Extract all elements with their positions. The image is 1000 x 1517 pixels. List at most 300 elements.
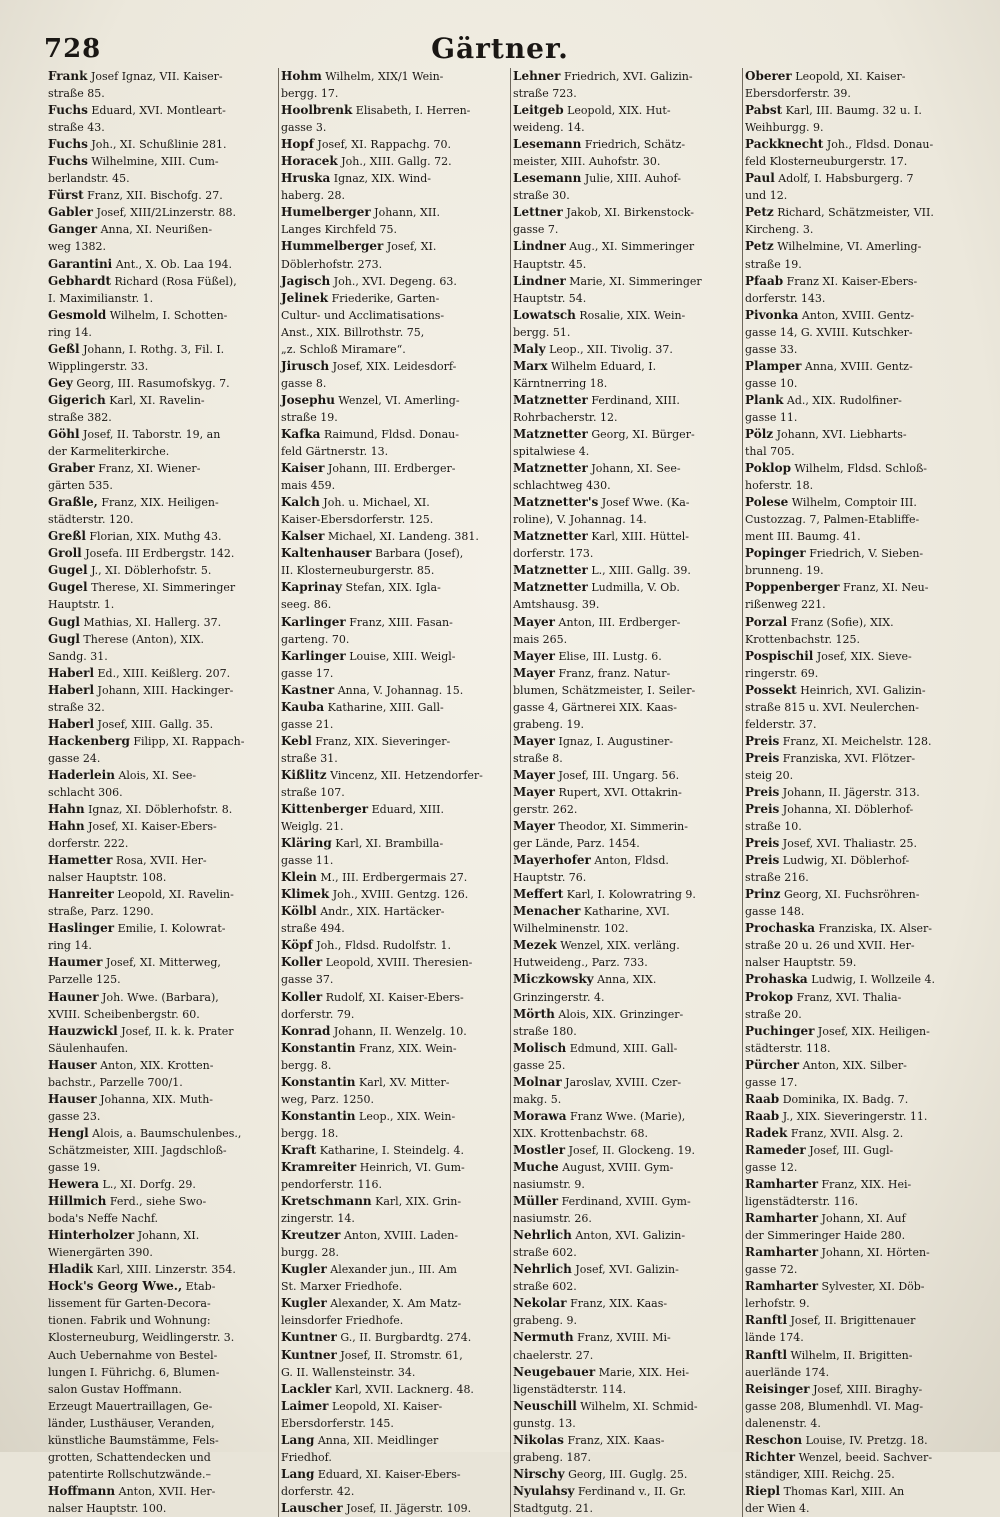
entry-line [745,136,970,153]
entry-text: Friederike, Garten- [331,291,440,305]
entry-text: künstliche Baumstämme, Fels- [48,1433,219,1447]
entry-line [281,341,506,358]
entry-line [48,426,274,443]
directory-entry [745,1108,970,1125]
entry-line [48,1057,274,1074]
entry-text: zingerstr. 14. [281,1212,355,1226]
entry-line [48,1364,274,1381]
entry-line [745,1244,970,1261]
entry-text: Andr., XIX. Hartäcker- [320,905,445,919]
entry-name: Mayer [513,614,555,629]
entry-name: Hametter [48,853,113,868]
directory-entry [745,1278,970,1312]
entry-line [745,1312,970,1329]
entry-text: Josef, XIX. Sieve- [816,649,912,663]
directory-entry [745,1244,970,1278]
entry-line [48,1040,274,1057]
entry-line [513,1210,738,1227]
entry-line [48,477,274,494]
entry-line [48,1176,274,1193]
entry-name: Lehner [513,69,561,83]
entry-name: Pölz [745,426,774,441]
directory-entry [48,614,274,631]
directory-entry [745,1176,970,1210]
directory-entry [281,614,506,648]
directory-entry [745,1091,970,1108]
entry-text: XIX. Krottenbachstr. 68. [513,1126,648,1140]
directory-entry [281,204,506,238]
entry-name: Kretschmann [281,1194,372,1209]
entry-line [48,341,274,358]
directory-entry [513,307,738,341]
entry-text: gasse 21. [281,717,334,731]
directory-entry [48,307,274,341]
entry-text: Klosterneuburg, Weidlingerstr. 3. [48,1331,235,1345]
entry-line [513,1295,738,1312]
directory-entry [745,238,970,272]
entry-text: rißenweg 221. [745,598,826,612]
entry-text: Wenzel, VI. Amerling- [338,393,460,407]
directory-entry [48,989,274,1023]
entry-line [48,562,274,579]
entry-name: Leitgeb [513,103,564,118]
directory-entry [281,835,506,869]
entry-text: gasse 148. [745,905,805,919]
entry-line [281,699,506,716]
entry-text: Custozzag. 7, Palmen-Etabliffe- [745,513,920,527]
entry-text: Eduard, XVI. Montleart- [91,104,226,118]
entry-text: schlacht 306. [48,785,123,799]
entry-line [48,443,274,460]
directory-entry [513,1108,738,1142]
entry-line [48,545,274,562]
entry-text: Grinzingerstr. 4. [513,990,605,1004]
entry-line [745,221,970,238]
entry-line [281,1040,506,1057]
entry-line [513,238,738,255]
directory-entry [48,273,274,307]
directory-entry [48,545,274,562]
entry-line [513,818,738,835]
entry-line [745,460,970,477]
entry-line [513,648,738,665]
directory-column [278,68,510,1517]
entry-text: Wilhelminenstr. 102. [513,922,629,936]
entry-name: Pfaab [745,273,784,288]
directory-entry [513,1227,738,1261]
entry-line [48,187,274,204]
entry-line [48,85,274,102]
entry-text: Ludwig, XI. Döblerhof- [782,854,910,868]
directory-entry [745,989,970,1023]
directory-entry [513,903,738,937]
entry-line [281,1415,506,1432]
entry-name: Hahn [48,819,85,834]
entry-text: Joh., XI. Schußlinie 281. [91,138,227,152]
entry-line [745,528,970,545]
entry-text: Wilhelm, I. Schotten- [109,308,228,322]
directory-entry [513,1329,738,1363]
entry-text: gasse 11. [281,854,334,868]
entry-name: Miczkowsky [513,972,594,987]
directory-entry [48,665,274,682]
entry-name: Matznetter's [513,495,599,510]
entry-text: Etab- [185,1280,216,1294]
entry-text: straße 815 u. XVI. Neulerchen- [745,700,919,714]
directory-entry [745,1483,970,1517]
entry-text: Joh., XVIII. Gentzg. 126. [332,888,469,902]
entry-text: ligenstädterstr. 114. [513,1382,627,1396]
entry-name: Gugel [48,563,88,578]
entry-line [281,835,506,852]
entry-line [48,1108,274,1125]
entry-text: Wilhelmine, XIII. Cum- [91,155,219,169]
directory-entry [48,153,274,187]
entry-name: Nermuth [513,1330,574,1345]
entry-line [513,1483,738,1500]
entry-text: J., XIX. Sieveringerstr. 11. [782,1109,928,1123]
entry-line [745,852,970,869]
entry-line [281,1142,506,1159]
directory-entry [513,1261,738,1295]
entry-text: Leop., XII. Tivolig. 37. [549,342,673,356]
entry-line [281,1210,506,1227]
entry-line [48,1415,274,1432]
entry-line [513,1364,738,1381]
entry-text: der Simmeringer Haide 280. [745,1229,906,1243]
entry-name: Reisinger [745,1381,810,1396]
directory-entry [281,937,506,954]
directory-entry [513,68,738,102]
entry-text: Alois, XI. See- [118,768,197,782]
entry-text: Karl, XIII. Hüttel- [591,530,689,544]
entry-text: bergg. 18. [281,1126,339,1140]
entry-line [281,494,506,511]
directory-entry [281,954,506,988]
entry-text: „z. Schloß Miramare“. [281,342,406,356]
entry-text: Josef, II. Brigittenauer [790,1314,916,1328]
entry-name: Hock's Georg Wwe., [48,1279,183,1294]
directory-entry [281,1023,506,1040]
entry-text: Josef Ignaz, VII. Kaiser- [90,70,223,83]
entry-line [513,443,738,460]
directory-entry [513,1398,738,1432]
entry-text: Josef, II. k. k. Prater [121,1024,234,1038]
entry-line [745,545,970,562]
entry-line [513,256,738,273]
entry-text: Edmund, XIII. Gall- [569,1041,678,1055]
entry-name: Mayer [513,819,555,834]
entry-text: straße 8. [513,751,563,765]
entry-text: Eduard, XI. Kaiser-Ebers- [317,1467,461,1481]
entry-text: roline), V. Johannag. 14. [513,513,647,527]
entry-line [745,937,970,954]
directory-entry [48,801,274,818]
entry-line [48,102,274,119]
entry-line [745,1500,970,1517]
entry-name: Hengl [48,1125,89,1140]
entry-text: städterstr. 120. [48,513,134,527]
entry-line [281,204,506,221]
entry-text: gasse 37. [281,973,334,987]
directory-entry [281,1227,506,1261]
entry-line [513,1125,738,1142]
directory-entry [745,494,970,545]
entry-line [48,699,274,716]
entry-text: Theodor, XI. Simmerin- [558,820,688,834]
entry-text: Wilhelm, XIX/1 Wein- [325,70,444,83]
directory-entry [48,818,274,852]
entry-name: Prochaska [745,921,816,936]
entry-text: tionen. Fabrik und Wohnung: [48,1314,211,1328]
directory-entry [48,204,274,221]
entry-line [281,1261,506,1278]
entry-name: Raab [745,1091,780,1106]
entry-text: Hutweideng., Parz. 733. [513,956,648,970]
entry-text: Elisabeth, I. Herren- [355,104,471,118]
entry-line [513,221,738,238]
directory-entry [48,1483,274,1517]
entry-line [745,1159,970,1176]
entry-text: nalser Hauptstr. 108. [48,871,167,885]
directory-column [742,68,974,1517]
entry-line [281,273,506,290]
entry-text: Auch Uebernahme von Bestel- [48,1348,218,1362]
entry-text: grabeng. 187. [513,1450,592,1464]
entry-line [281,971,506,988]
entry-text: Schätzmeister, XIII. Jagdschloß- [48,1143,227,1157]
entry-line [48,1449,274,1466]
directory-entry [745,1142,970,1176]
entry-text: gasse 7. [513,223,559,237]
entry-line [281,1381,506,1398]
entry-name: Kalser [281,529,325,544]
entry-line [281,665,506,682]
entry-text: gasse 8. [281,376,327,390]
entry-text: gasse 24. [48,751,101,765]
entry-text: Anna, XVIII. Gentz- [804,359,913,373]
entry-line [48,648,274,665]
entry-name: Haderlein [48,767,115,782]
directory-entry [281,733,506,767]
entry-line [513,852,738,869]
entry-line [745,562,970,579]
entry-text: nalser Hauptstr. 59. [745,956,857,970]
entry-text: Aug., XI. Simmeringer [569,240,695,254]
entry-line [745,784,970,801]
entry-text: Louise, XIII. Weigl- [349,649,456,663]
entry-line [281,187,506,204]
entry-text: Hauptstr. 1. [48,598,115,612]
entry-line [745,1091,970,1108]
entry-name: Plank [745,392,784,407]
entry-text: Katharine, XIII. Gall- [327,700,444,714]
entry-line [48,750,274,767]
entry-line [48,221,274,238]
directory-entry [745,68,970,102]
entry-text: G. II. Wallensteinstr. 34. [281,1365,416,1379]
entry-text: Richard (Rosa Füßel), [114,274,237,288]
entry-name: Petz [745,205,774,220]
entry-name: Neugebauer [513,1364,596,1379]
entry-name: Mezek [513,938,557,953]
entry-text: Johann, II. Jägerstr. 313. [782,785,920,799]
entry-name: Nyulahsy [513,1483,575,1498]
entry-name: Raab [745,1108,780,1123]
entry-line [745,392,970,409]
directory-entry [48,528,274,545]
entry-line [745,153,970,170]
entry-name: Gugel [48,580,88,595]
entry-text: Heinrich, VI. Gum- [359,1161,465,1174]
entry-text: gärten 535. [48,479,113,493]
entry-line [513,596,738,613]
entry-name: Mayerhofer [513,853,591,868]
entry-line [513,1415,738,1432]
entry-line [281,869,506,886]
directory-entry [745,971,970,988]
entry-line [281,579,506,596]
entry-text: Ignaz, XI. Döblerhofstr. 8. [88,803,233,817]
entry-text: straße 723. [513,87,577,101]
entry-text: Georg, III. Rasumofskyg. 7. [76,376,230,390]
entry-line [513,102,738,119]
directory-entry [513,460,738,494]
entry-text: bergg. 17. [281,87,339,101]
entry-text: gasse 14, G. XVIII. Kutschker- [745,325,913,339]
entry-text: straße 20. [745,1007,802,1021]
entry-text: Josef, XI. [386,240,437,254]
entry-text: Johann, XII. [374,206,441,220]
directory-entry [281,699,506,733]
entry-text: Josef, XVI. Galizin- [575,1263,679,1277]
entry-name: Hahn [48,802,85,817]
entry-line [745,801,970,818]
entry-name: Mörth [513,1006,555,1021]
directory-entry [513,1483,738,1517]
entry-line [513,392,738,409]
entry-line [513,1244,738,1261]
entry-line [513,204,738,221]
entry-line [513,562,738,579]
entry-text: dalenenstr. 4. [745,1416,821,1430]
directory-entry [281,767,506,801]
entry-line [281,852,506,869]
entry-line [48,290,274,307]
entry-text: Josef, II. Taborstr. 19, an [83,427,221,441]
directory-entry [513,1074,738,1108]
directory-entry [281,170,506,204]
entry-name: Klein [281,870,317,885]
entry-text: Marie, XIX. Hei- [598,1365,690,1379]
directory-entry [745,273,970,307]
page-title: Gärtner. [431,32,569,65]
entry-line [513,614,738,631]
entry-text: Wilhelm, Comptoir III. [791,496,917,510]
entry-line [745,204,970,221]
entry-line [745,1261,970,1278]
entry-text: Johann, XI. Hörten- [821,1246,930,1260]
entry-text: boda's Neffe Nachf. [48,1212,158,1226]
entry-line [48,682,274,699]
entry-line [745,1142,970,1159]
entry-name: Radek [745,1125,788,1140]
entry-text: Anna, V. Johannag. 15. [337,683,464,697]
entry-name: Lauscher [281,1500,343,1515]
entry-line [281,716,506,733]
entry-line [745,869,970,886]
entry-line [48,920,274,937]
directory-entry [513,937,738,971]
entry-text: nasiumstr. 26. [513,1212,592,1226]
entry-line [745,1210,970,1227]
directory-entry [745,1347,970,1381]
directory-entry [745,1023,970,1057]
directory-entry [281,1381,506,1398]
directory-entry [281,1142,506,1159]
entry-line [745,989,970,1006]
entry-line [48,954,274,971]
entry-text: Anton, XIX. Silber- [802,1058,907,1072]
entry-text: Anst., XIX. Billrothstr. 75, [281,325,425,339]
entry-name: Ranftl [745,1313,788,1328]
entry-text: Anton, XVII. Her- [118,1484,216,1498]
entry-name: Mayer [513,767,555,782]
directory-entry [48,1227,274,1261]
entry-line [513,903,738,920]
entry-line [48,579,274,596]
entry-name: Oberer [745,69,792,83]
entry-name: Morawa [513,1108,567,1123]
directory-entry [48,341,274,375]
entry-line [48,1142,274,1159]
entry-text: Amtshausg. 39. [513,598,600,612]
directory-entry [281,1500,506,1517]
directory-entry [745,852,970,886]
entry-line [281,818,506,835]
directory-entry [513,886,738,903]
entry-line [745,426,970,443]
entry-name: Preis [745,836,780,851]
directory-entry [745,648,970,682]
entry-name: Köpf [281,938,313,953]
entry-line [745,1449,970,1466]
directory-entry [513,733,738,767]
entry-name: Gebhardt [48,273,112,288]
entry-line [48,1312,274,1329]
directory-entry [513,784,738,818]
directory-entry [513,1364,738,1398]
entry-text: gasse 19. [48,1161,101,1174]
entry-text: G., II. Burgbardtg. 274. [340,1331,472,1345]
directory-entry [513,665,738,733]
directory-entry [745,136,970,170]
entry-text: grotten, Schattendecken und [48,1450,211,1464]
directory-entry [48,920,274,954]
entry-name: Packknecht [745,137,824,152]
entry-line [513,324,738,341]
entry-line [513,665,738,682]
entry-name: Hoffmann [48,1483,116,1498]
entry-text: Josef, XIII/2Linzerstr. 88. [96,206,236,220]
entry-line [745,307,970,324]
directory-entry [48,426,274,460]
directory-entry [281,579,506,613]
entry-text: gasse 11. [745,410,798,424]
entry-text: Joh., Fldsd. Rudolfstr. 1. [316,939,451,953]
entry-text: gerstr. 262. [513,803,578,817]
entry-name: Frank [48,69,88,83]
